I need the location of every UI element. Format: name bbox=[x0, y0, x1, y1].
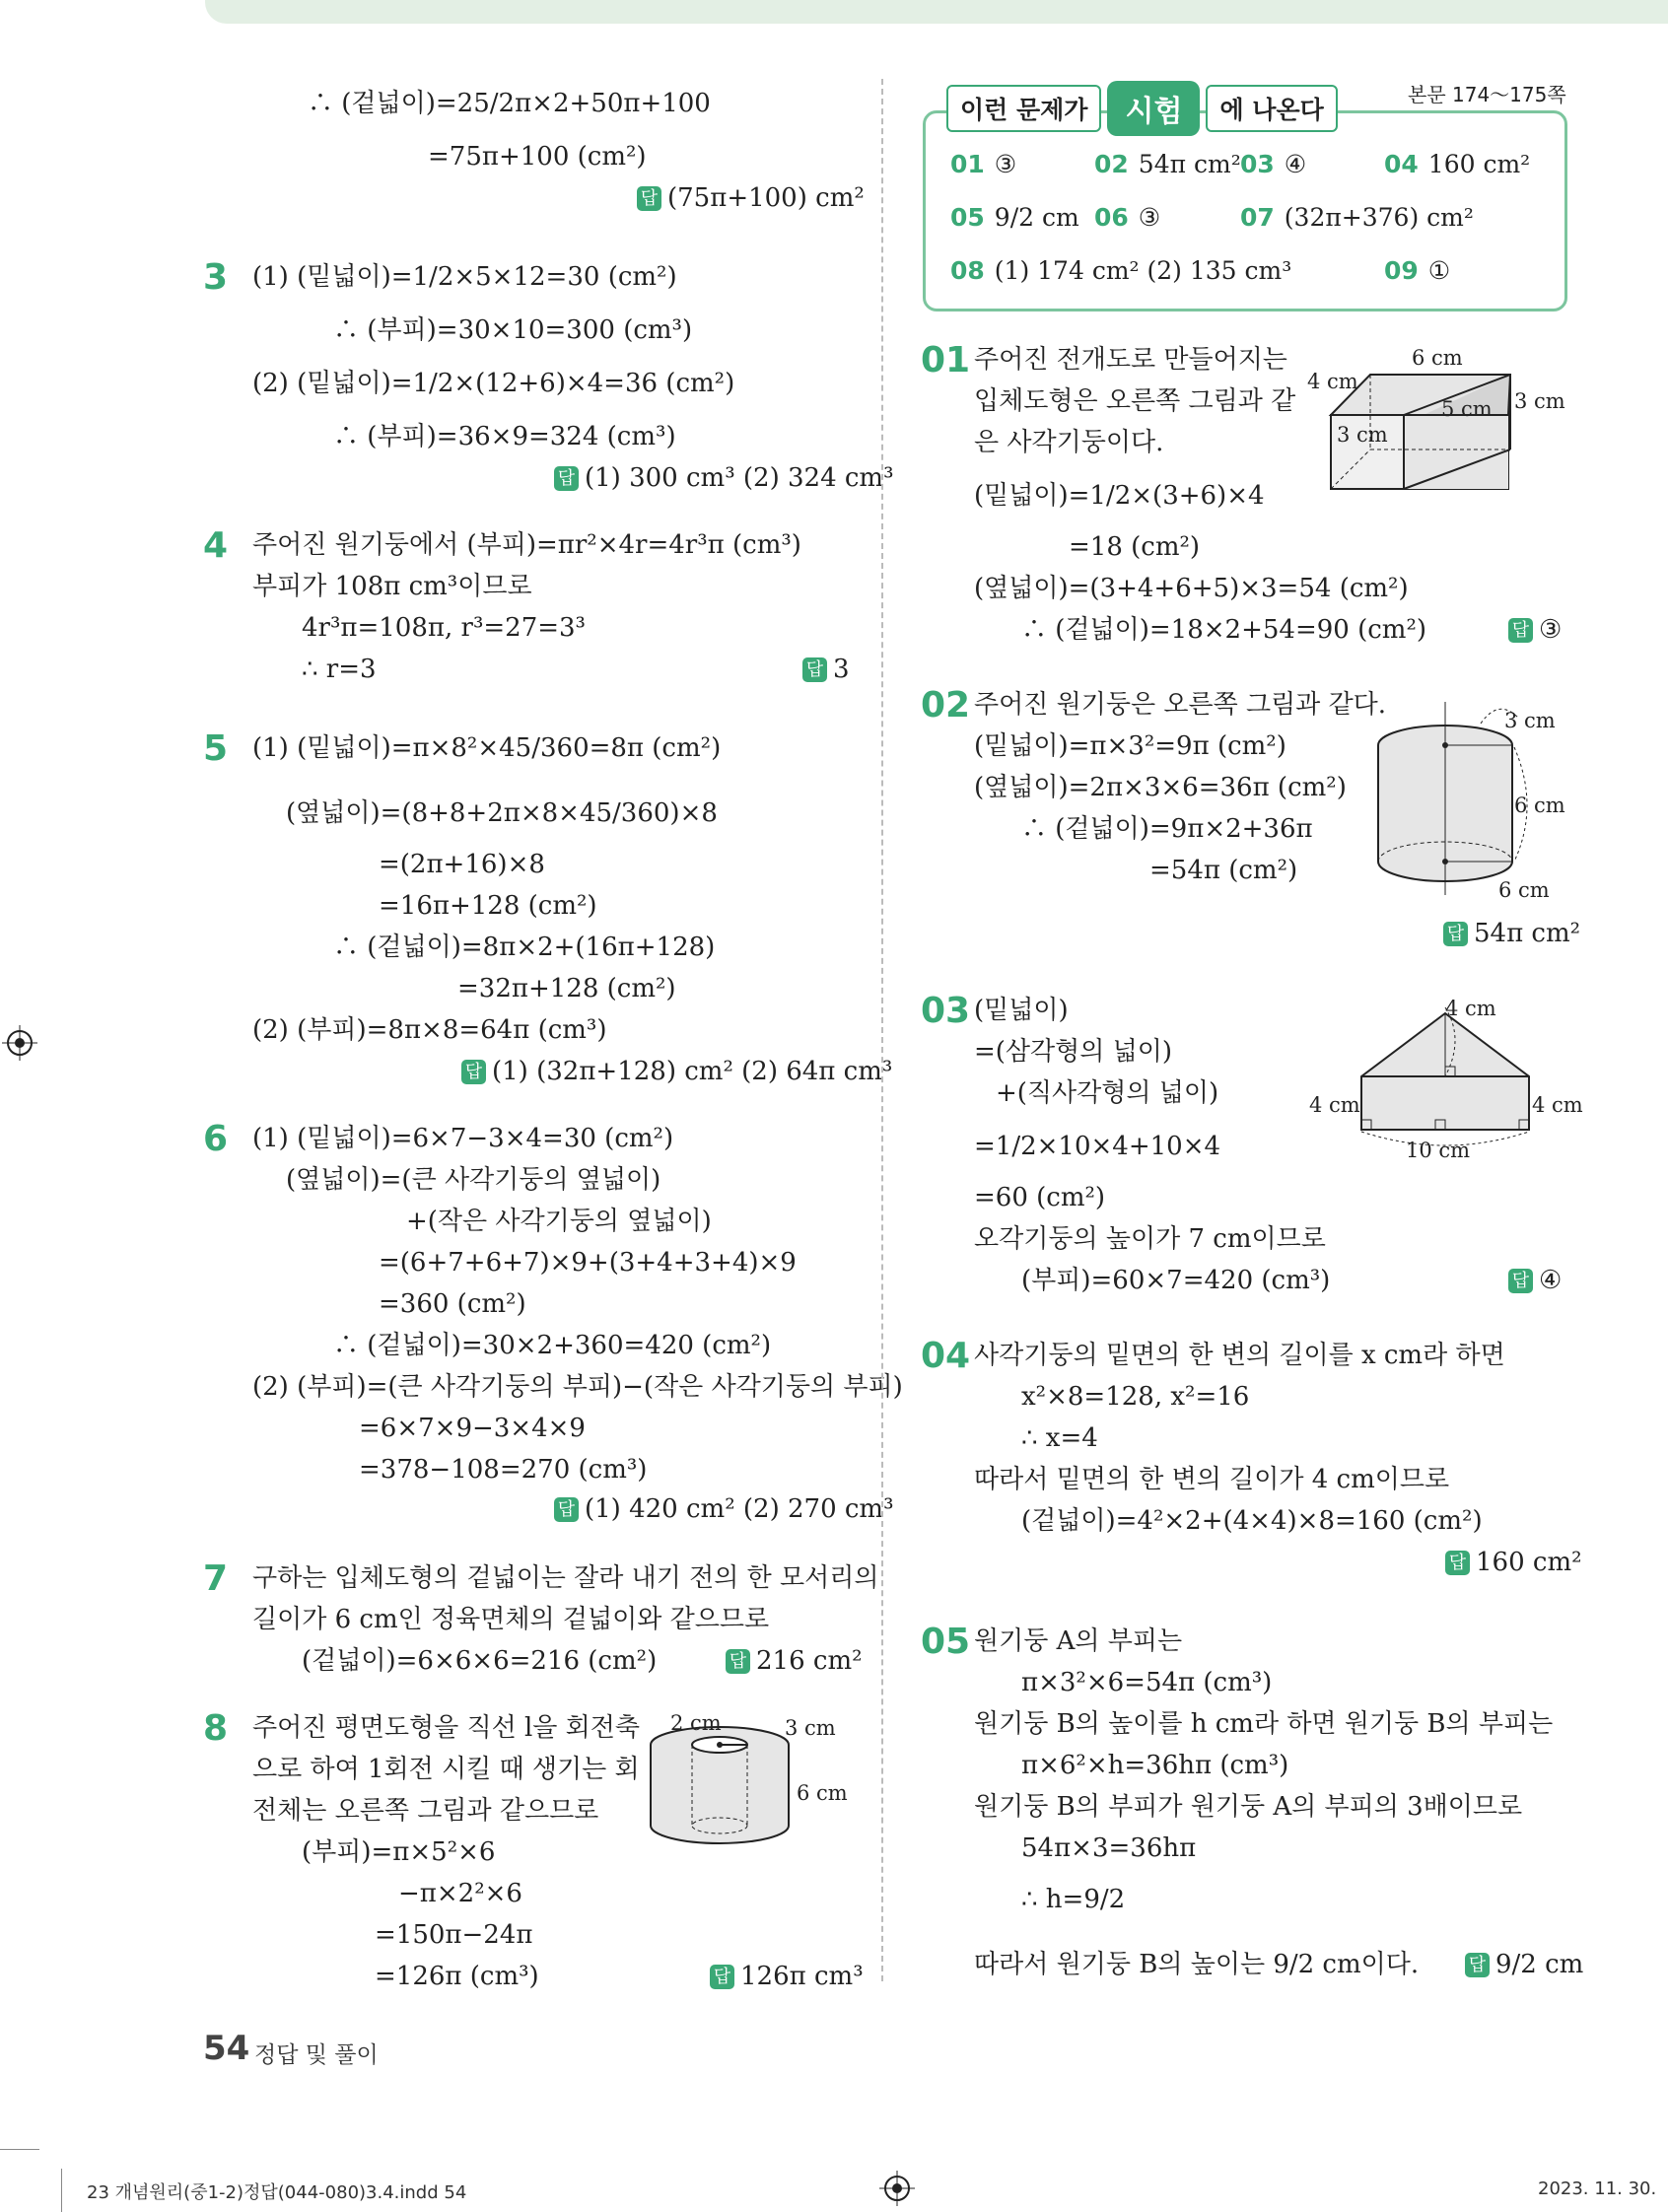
answer-badge-icon: 답 bbox=[1508, 618, 1533, 643]
text-line: −π×2²×6 bbox=[398, 1879, 522, 1908]
text-line: =360 (cm²) bbox=[379, 1289, 526, 1319]
problem-number: 04 bbox=[921, 1336, 971, 1376]
text-line: 부피가 108π cm³이므로 bbox=[252, 572, 532, 601]
answer-badge-icon: 답 bbox=[1508, 1269, 1533, 1293]
figure-label: 3 cm bbox=[785, 1716, 836, 1740]
figure-label: 6 cm bbox=[797, 1781, 848, 1805]
text-line: =1/2×10×4+10×4 bbox=[974, 1132, 1221, 1161]
text-line: 오각기둥의 높이가 7 cm이므로 bbox=[974, 1224, 1326, 1254]
problem-number: 8 bbox=[203, 1708, 229, 1749]
file-info: 23 개념원리(중1-2)정답(044-080)3.4.indd 54 bbox=[87, 2182, 467, 2203]
figure-label: 4 cm bbox=[1307, 370, 1358, 393]
text-line: =60 (cm²) bbox=[974, 1183, 1106, 1212]
summary-item: 05 9/2 cm bbox=[950, 203, 1079, 232]
text-line: =32π+128 (cm²) bbox=[457, 974, 676, 1003]
text-line: (옆넓이)=(8+8+2π×8×45/360)×8 bbox=[286, 798, 718, 828]
problem-number: 4 bbox=[203, 525, 229, 566]
problem-number: 05 bbox=[921, 1622, 971, 1662]
hollow-cylinder-figure bbox=[641, 1705, 848, 1873]
text-line: (2) (부피)=8π×8=64π (cm³) bbox=[252, 1015, 607, 1045]
summary-item: 01 ③ bbox=[950, 150, 1017, 178]
text-line: π×6²×h=36hπ (cm³) bbox=[1021, 1751, 1289, 1780]
text-line: π×3²×6=54π (cm³) bbox=[1021, 1668, 1273, 1697]
answer: 답 ④ bbox=[1508, 1264, 1562, 1297]
answer-badge-icon: 답 bbox=[1445, 1551, 1470, 1575]
text-line: (밑넓이)=π×3²=9π (cm²) bbox=[974, 731, 1286, 761]
text-line: 원기둥 B의 높이를 h cm라 하면 원기둥 B의 부피는 bbox=[974, 1709, 1554, 1739]
figure-label: 5 cm bbox=[1441, 397, 1493, 421]
registration-mark-icon bbox=[879, 2171, 915, 2206]
text-line: =75π+100 (cm²) bbox=[428, 142, 647, 172]
figure-label: 3 cm bbox=[1337, 423, 1388, 447]
text-line: ∴ (겉넓이)=25/2π×2+50π+100 bbox=[308, 89, 711, 118]
text-line: =(6+7+6+7)×9+(3+4+3+4)×9 bbox=[379, 1248, 797, 1278]
text-line: 54π×3=36hπ bbox=[1021, 1833, 1197, 1863]
text-line: =16π+128 (cm²) bbox=[379, 891, 597, 921]
answer: 답 3 bbox=[802, 653, 850, 686]
column-divider bbox=[881, 79, 883, 1981]
text-line: =(2π+16)×8 bbox=[379, 850, 545, 879]
problem-number: 6 bbox=[203, 1119, 229, 1159]
text-line: (1) (밑넓이)=1/2×5×12=30 (cm²) bbox=[252, 262, 677, 292]
summary-item: 07 (32π+376) cm² bbox=[1240, 203, 1474, 232]
text-line: (1) (밑넓이)=π×8²×45/360=8π (cm²) bbox=[252, 733, 722, 763]
answer: 답 (1) (32π+128) cm² (2) 64π cm³ bbox=[461, 1055, 892, 1088]
summary-item: 03 ④ bbox=[1240, 150, 1307, 178]
text-line: (밑넓이)=1/2×(3+6)×4 bbox=[974, 481, 1265, 511]
text-line: +(직사각형의 넓이) bbox=[996, 1078, 1219, 1108]
answer-badge-icon: 답 bbox=[802, 657, 827, 682]
figure-label: 6 cm bbox=[1514, 794, 1565, 817]
text-line: 으로 하여 1회전 시킬 때 생기는 회 bbox=[252, 1755, 640, 1784]
figure-label: 3 cm bbox=[1514, 389, 1565, 413]
print-date: 2023. 11. 30. bbox=[1538, 2178, 1657, 2199]
cylinder-figure bbox=[1370, 688, 1577, 905]
text-line: 원기둥 B의 부피가 원기둥 A의 부피의 3배이므로 bbox=[974, 1792, 1523, 1822]
text-line: (부피)=π×5²×6 bbox=[302, 1837, 496, 1867]
answer: 답 ③ bbox=[1508, 613, 1562, 647]
text-line: ∴ (부피)=36×9=324 (cm³) bbox=[333, 422, 676, 451]
text-line: 전체는 오른쪽 그림과 같으므로 bbox=[252, 1796, 599, 1826]
figure-label: 6 cm bbox=[1412, 346, 1463, 370]
text-line: 은 사각기둥이다. bbox=[974, 428, 1164, 457]
text-line: 구하는 입체도형의 겉넓이는 잘라 내기 전의 한 모서리의 bbox=[252, 1563, 879, 1593]
registration-mark-icon bbox=[2, 1025, 37, 1061]
figure-label: 2 cm bbox=[670, 1711, 722, 1735]
text-line: +(작은 사각기둥의 옆넓이) bbox=[406, 1207, 712, 1236]
text-line: (겉넓이)=4²×2+(4×4)×8=160 (cm²) bbox=[1021, 1506, 1483, 1536]
text-line: 주어진 전개도로 만들어지는 bbox=[974, 345, 1287, 375]
text-line: 길이가 6 cm인 정육면체의 겉넓이와 같으므로 bbox=[252, 1605, 770, 1634]
text-line: =150π−24π bbox=[375, 1920, 533, 1950]
text-line: (1) (밑넓이)=6×7−3×4=30 (cm²) bbox=[252, 1124, 674, 1153]
text-line: =378−108=270 (cm³) bbox=[359, 1455, 648, 1485]
banner-left: 이런 문제가 bbox=[946, 85, 1101, 132]
summary-item: 04 160 cm² bbox=[1384, 150, 1531, 178]
answer-badge-icon: 답 bbox=[554, 1497, 579, 1522]
banner-right: 에 나온다 bbox=[1206, 85, 1337, 132]
text-line: 주어진 원기둥에서 (부피)=πr²×4r=4r³π (cm³) bbox=[252, 530, 801, 560]
answer-badge-icon: 답 bbox=[554, 466, 579, 491]
summary-banner bbox=[946, 85, 1338, 132]
text-line: (2) (밑넓이)=1/2×(12+6)×4=36 (cm²) bbox=[252, 369, 735, 398]
text-line: =126π (cm³) bbox=[375, 1962, 539, 1991]
answer: 답 (1) 420 cm² (2) 270 cm³ bbox=[554, 1492, 894, 1526]
text-line: (밑넓이) bbox=[974, 996, 1069, 1025]
page-number: 54 bbox=[203, 2029, 250, 2068]
text-line: 사각기둥의 밑면의 한 변의 길이를 x cm라 하면 bbox=[974, 1341, 1505, 1370]
figure-label: 10 cm bbox=[1406, 1139, 1471, 1162]
text-line: ∴ (겉넓이)=8π×2+(16π+128) bbox=[333, 933, 716, 962]
text-line: 따라서 원기둥 B의 높이는 9/2 cm이다. bbox=[974, 1950, 1420, 1979]
figure-label: 6 cm bbox=[1498, 878, 1550, 902]
answer-badge-icon: 답 bbox=[710, 1965, 734, 1989]
pentagon-figure bbox=[1307, 992, 1583, 1164]
text-line: ∴ (겉넓이)=30×2+360=420 (cm²) bbox=[333, 1331, 772, 1360]
crop-mark bbox=[0, 2149, 39, 2150]
text-line: (부피)=60×7=420 (cm³) bbox=[1021, 1266, 1331, 1295]
text-line: (옆넓이)=2π×3×6=36π (cm²) bbox=[974, 773, 1347, 802]
text-line: ∴ r=3 bbox=[302, 655, 377, 684]
text-line: 주어진 원기둥은 오른쪽 그림과 같다. bbox=[974, 690, 1387, 720]
text-line: (2) (부피)=(큰 사각기둥의 부피)−(작은 사각기둥의 부피) bbox=[252, 1372, 903, 1402]
top-color-bar bbox=[205, 0, 1668, 24]
problem-number: 02 bbox=[921, 685, 971, 726]
answer: 답 (1) 300 cm³ (2) 324 cm³ bbox=[554, 461, 894, 495]
text-line: 입체도형은 오른쪽 그림과 같 bbox=[974, 386, 1296, 416]
summary-item: 06 ③ bbox=[1094, 203, 1161, 232]
text-line: 따라서 밑면의 한 변의 길이가 4 cm이므로 bbox=[974, 1465, 1450, 1494]
problem-number: 7 bbox=[203, 1558, 229, 1599]
answer: 답 54π cm² bbox=[1443, 917, 1580, 950]
text-line: 원기둥 A의 부피는 bbox=[974, 1626, 1183, 1656]
problem-number: 5 bbox=[203, 728, 229, 769]
figure-label: 3 cm bbox=[1504, 709, 1556, 732]
problem-number: 3 bbox=[203, 257, 229, 298]
text-line: =(삼각형의 넓이) bbox=[974, 1037, 1173, 1067]
answer: 답 (75π+100) cm² bbox=[637, 181, 865, 215]
text-line: (겉넓이)=6×6×6=216 (cm²) bbox=[302, 1646, 658, 1676]
text-line: 주어진 평면도형을 직선 l을 회전축 bbox=[252, 1713, 640, 1743]
answer: 답 216 cm² bbox=[726, 1644, 863, 1678]
answer-badge-icon: 답 bbox=[637, 186, 661, 211]
answer-badge-icon: 답 bbox=[726, 1649, 750, 1674]
page-reference: 본문 174～175쪽 bbox=[1408, 83, 1566, 106]
answer-badge-icon: 답 bbox=[1443, 922, 1468, 946]
answer: 답 126π cm³ bbox=[710, 1960, 864, 1993]
text-line: ∴ (부피)=30×10=300 (cm³) bbox=[333, 315, 693, 345]
figure-label: 4 cm bbox=[1309, 1093, 1360, 1117]
text-line: 4r³π=108π, r³=27=3³ bbox=[302, 613, 586, 643]
answer-badge-icon: 답 bbox=[1465, 1953, 1490, 1977]
text-line: ∴ (겉넓이)=9π×2+36π bbox=[1021, 814, 1313, 844]
problem-number: 03 bbox=[921, 991, 971, 1031]
trapezoid-prism-figure bbox=[1301, 341, 1577, 499]
text-line: ∴ x=4 bbox=[1021, 1423, 1098, 1453]
answer-badge-icon: 답 bbox=[461, 1060, 486, 1084]
text-line: =54π (cm²) bbox=[1149, 856, 1298, 885]
text-line: =18 (cm²) bbox=[1069, 532, 1201, 562]
text-line: x²×8=128, x²=16 bbox=[1021, 1382, 1250, 1412]
crop-mark bbox=[61, 2169, 62, 2212]
summary-item: 02 54π cm² bbox=[1094, 150, 1241, 178]
summary-item: 08 (1) 174 cm² (2) 135 cm³ bbox=[950, 256, 1292, 285]
figure-label: 4 cm bbox=[1532, 1093, 1583, 1117]
text-line: (옆넓이)=(큰 사각기둥의 옆넓이) bbox=[286, 1165, 661, 1195]
banner-highlight: 시험 bbox=[1107, 81, 1200, 136]
text-line: =6×7×9−3×4×9 bbox=[359, 1414, 586, 1443]
answer: 답 160 cm² bbox=[1445, 1546, 1582, 1579]
figure-label: 4 cm bbox=[1445, 997, 1496, 1020]
answer: 답 9/2 cm bbox=[1465, 1948, 1583, 1981]
text-line: ∴ (겉넓이)=18×2+54=90 (cm²) bbox=[1021, 615, 1427, 645]
text-line: ∴ h=9/2 bbox=[1021, 1885, 1126, 1914]
page-label: 정답 및 풀이 bbox=[254, 2042, 379, 2068]
summary-item: 09 ① bbox=[1384, 256, 1451, 285]
text-line: (옆넓이)=(3+4+6+5)×3=54 (cm²) bbox=[974, 574, 1409, 603]
problem-number: 01 bbox=[921, 340, 971, 380]
